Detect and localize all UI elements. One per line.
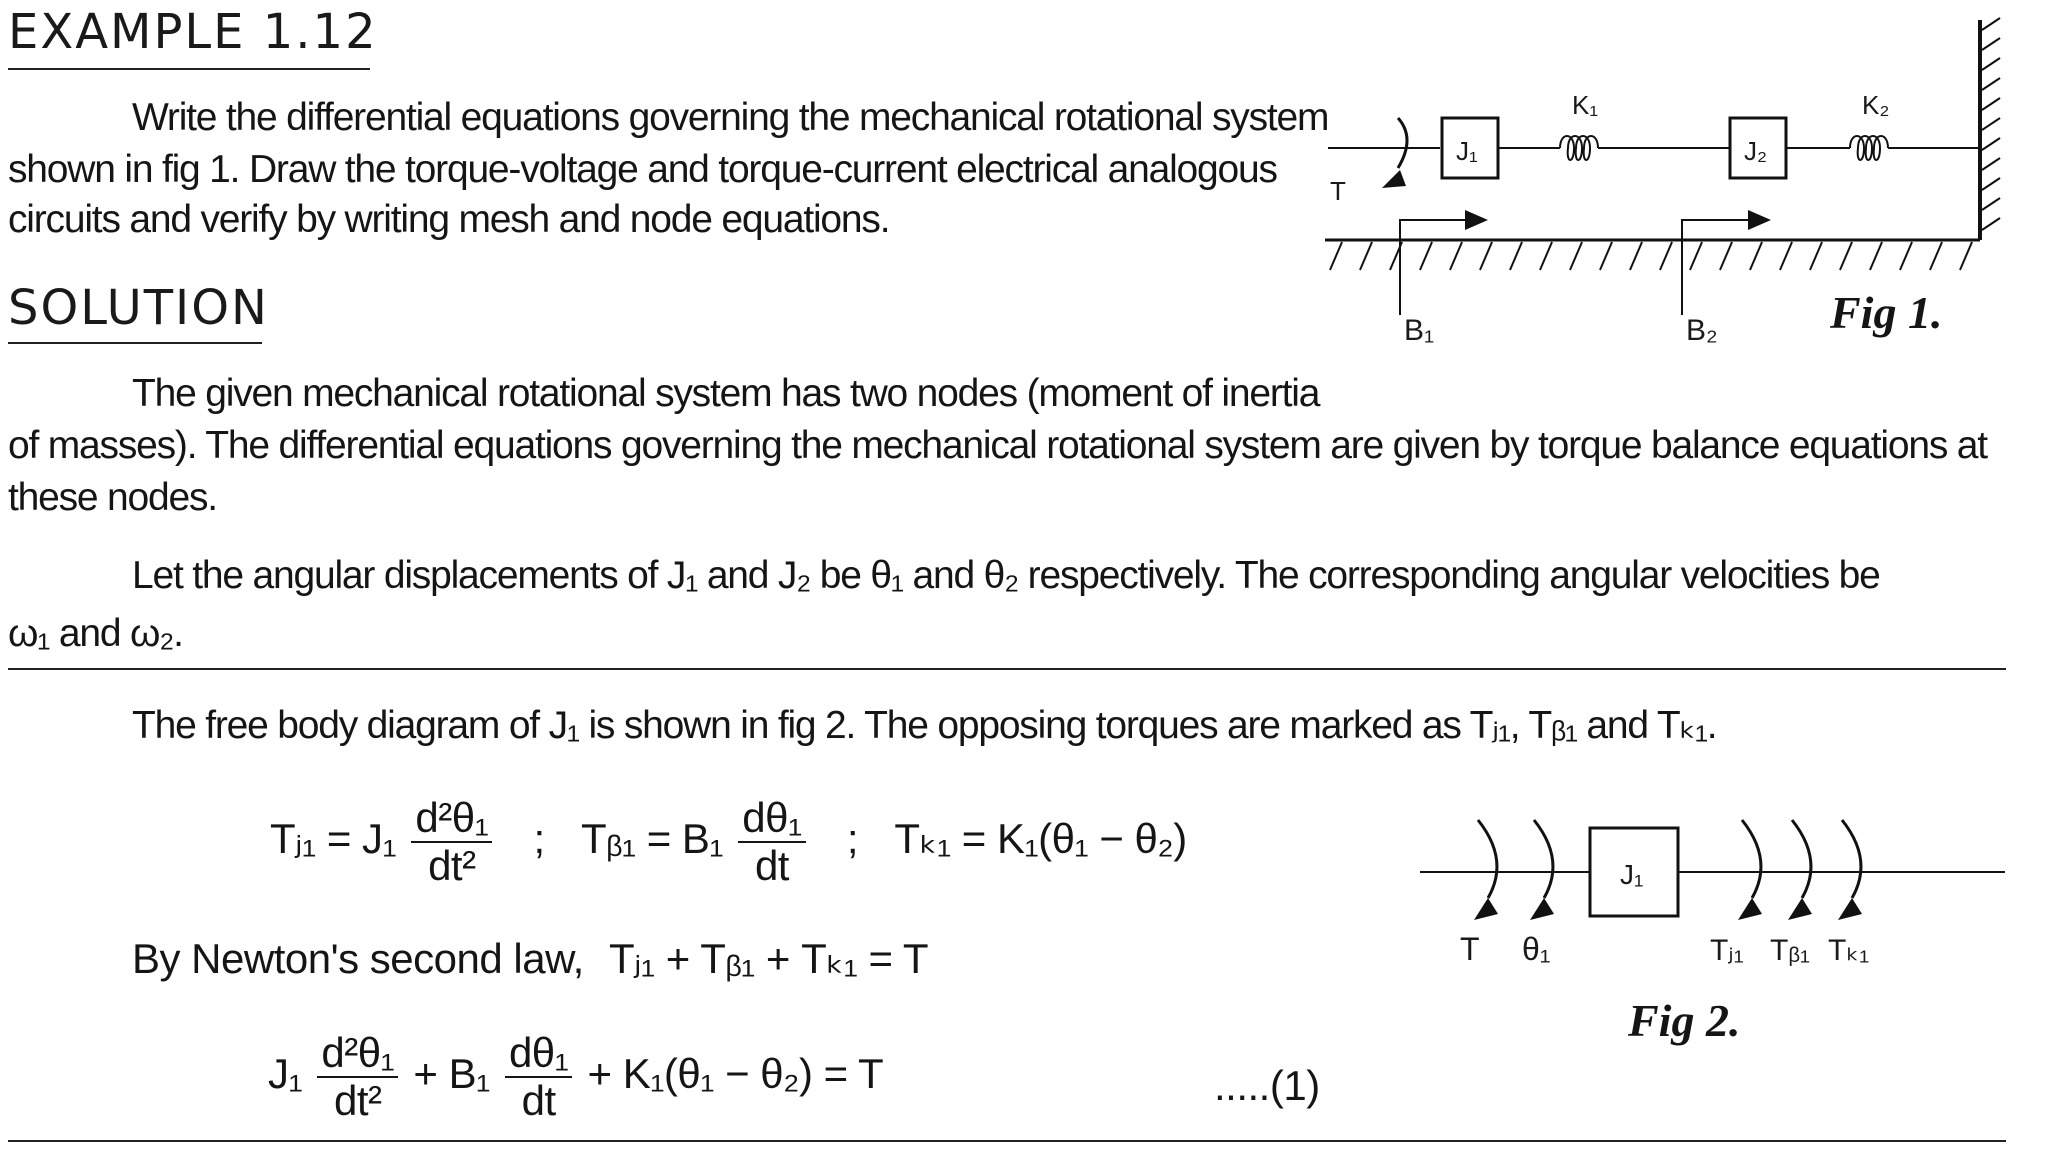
eq1-k-term: + K₁(θ₁ − θ₂) = T <box>587 1050 884 1098</box>
bottom-divider <box>8 1140 2006 1142</box>
tb1-lhs: Tᵦ₁ = B₁ <box>581 815 724 863</box>
fig2-tj1-arrowhead <box>1738 898 1762 920</box>
fig2-tk1-arrowhead <box>1838 898 1862 920</box>
tb1-fraction <box>738 795 805 889</box>
solution-heading-underline <box>8 342 262 344</box>
problem-line-1: Write the differential equations governing the mechanical rotational system <box>132 96 1329 139</box>
tj1-numerator: d²θ₁ <box>411 795 492 843</box>
eq1-j-term: J₁ <box>268 1050 303 1098</box>
fig1-k2-spring <box>1850 136 1888 160</box>
fig1-ground-hatch <box>1330 242 1972 270</box>
newton-equation: Tⱼ₁ + Tᵦ₁ + Tₖ₁ = T <box>608 935 929 982</box>
tj1-fraction <box>411 795 492 889</box>
separator-2: ; <box>846 815 858 863</box>
solution-p1-line-1: The given mechanical rotational system has two nodes (moment of inertia <box>132 372 1320 415</box>
fig1-torque-arc <box>1398 118 1407 168</box>
tb1-denominator: dt <box>754 842 789 889</box>
separator-1: ; <box>533 815 545 863</box>
tj1-denominator: dt² <box>428 842 476 889</box>
fig1-k1-spring <box>1560 136 1598 160</box>
equation-1 <box>268 1030 883 1124</box>
problem-line-2: shown in fig 1. Draw the torque-voltage and torque-current electrical analogous <box>8 148 1277 191</box>
eq1-fraction-2 <box>505 1030 572 1124</box>
fig2-theta-label: θ₁ <box>1522 931 1551 967</box>
example-heading-underline <box>8 68 370 70</box>
fig1-b2-arrowhead <box>1748 210 1771 230</box>
eq1-numerator-1: d²θ₁ <box>317 1030 398 1078</box>
solution-p1-line-2: of masses). The differential equations governing the mechanical rotational system are given by torque balance equations at <box>8 424 1987 467</box>
tj1-lhs: Tⱼ₁ = J₁ <box>270 815 397 863</box>
fig2-t-label: T <box>1460 931 1480 967</box>
eq1-denominator-2: dt <box>521 1077 556 1124</box>
fig2-tb1-arrowhead <box>1788 898 1812 920</box>
eq1-numerator-2: dθ₁ <box>505 1030 572 1078</box>
eq1-fraction-1 <box>317 1030 398 1124</box>
problem-line-3: circuits and verify by writing mesh and node equations. <box>8 198 890 241</box>
fig2-t-arc <box>1478 820 1497 898</box>
solution-heading: SOLUTION <box>8 280 269 336</box>
solution-p2-line-1: Let the angular displacements of J₁ and J₂ be θ₁ and θ₂ respectively. The corresponding angular velocities be <box>132 554 1880 597</box>
section-divider <box>8 668 2006 670</box>
tb1-numerator: dθ₁ <box>738 795 805 843</box>
fig2-diagram <box>1410 800 2010 1000</box>
example-heading: EXAMPLE 1.12 <box>8 4 378 60</box>
fig2-t-arrowhead <box>1474 898 1498 920</box>
fig2-tk1-label: Tₖ₁ <box>1828 934 1870 967</box>
eq1-b-term: + B₁ <box>413 1050 490 1098</box>
newton-law <box>132 934 928 983</box>
fig1-torque-arrowhead <box>1382 170 1406 188</box>
fig2-caption: Fig 2. <box>1628 995 1741 1046</box>
fig1-j2-label: J₂ <box>1744 136 1768 166</box>
fig2-tj1-label: Tⱼ₁ <box>1710 934 1744 967</box>
fig1-torque-label: T <box>1330 176 1346 206</box>
fig1-j1-label: J₁ <box>1456 136 1478 166</box>
solution-p2-line-2: ω₁ and ω₂. <box>8 612 183 655</box>
solution-p1-line-3: these nodes. <box>8 476 217 519</box>
fig1-k1-label: K₁ <box>1572 90 1599 120</box>
equation-1-number: .....(1) <box>1214 1062 1320 1109</box>
fig2-theta-arc <box>1534 820 1553 898</box>
fig1-b1-damper <box>1400 220 1465 315</box>
fig2-j1-label: J₁ <box>1620 859 1644 890</box>
fig1-wall-hatch <box>1982 18 2000 230</box>
fig1-k2-label: K₂ <box>1862 90 1890 120</box>
solution-p3: The free body diagram of J₁ is shown in fig 2. The opposing torques are marked as Tⱼ₁, Tᵦ₁ and Tₖ₁. <box>132 704 1717 747</box>
fig1-b1-label: B₁ <box>1404 314 1435 347</box>
eq1-denominator-1: dt² <box>334 1077 382 1124</box>
tk1-expression: Tₖ₁ = K₁(θ₁ − θ₂) <box>894 815 1187 863</box>
fig2-tk1-arc <box>1842 820 1861 898</box>
fig2-theta-arrowhead <box>1530 898 1554 920</box>
fig1-b2-label: B₂ <box>1686 314 1718 347</box>
fig2-tj1-arc <box>1742 820 1761 898</box>
fig2-tb1-arc <box>1792 820 1811 898</box>
newton-prefix: By Newton's second law, <box>132 935 584 982</box>
torque-expressions <box>270 795 1187 889</box>
fig1-caption: Fig 1. <box>1830 287 1943 338</box>
fig2-tb1-label: Tᵦ₁ <box>1770 934 1811 967</box>
fig1-b1-arrowhead <box>1465 210 1488 230</box>
